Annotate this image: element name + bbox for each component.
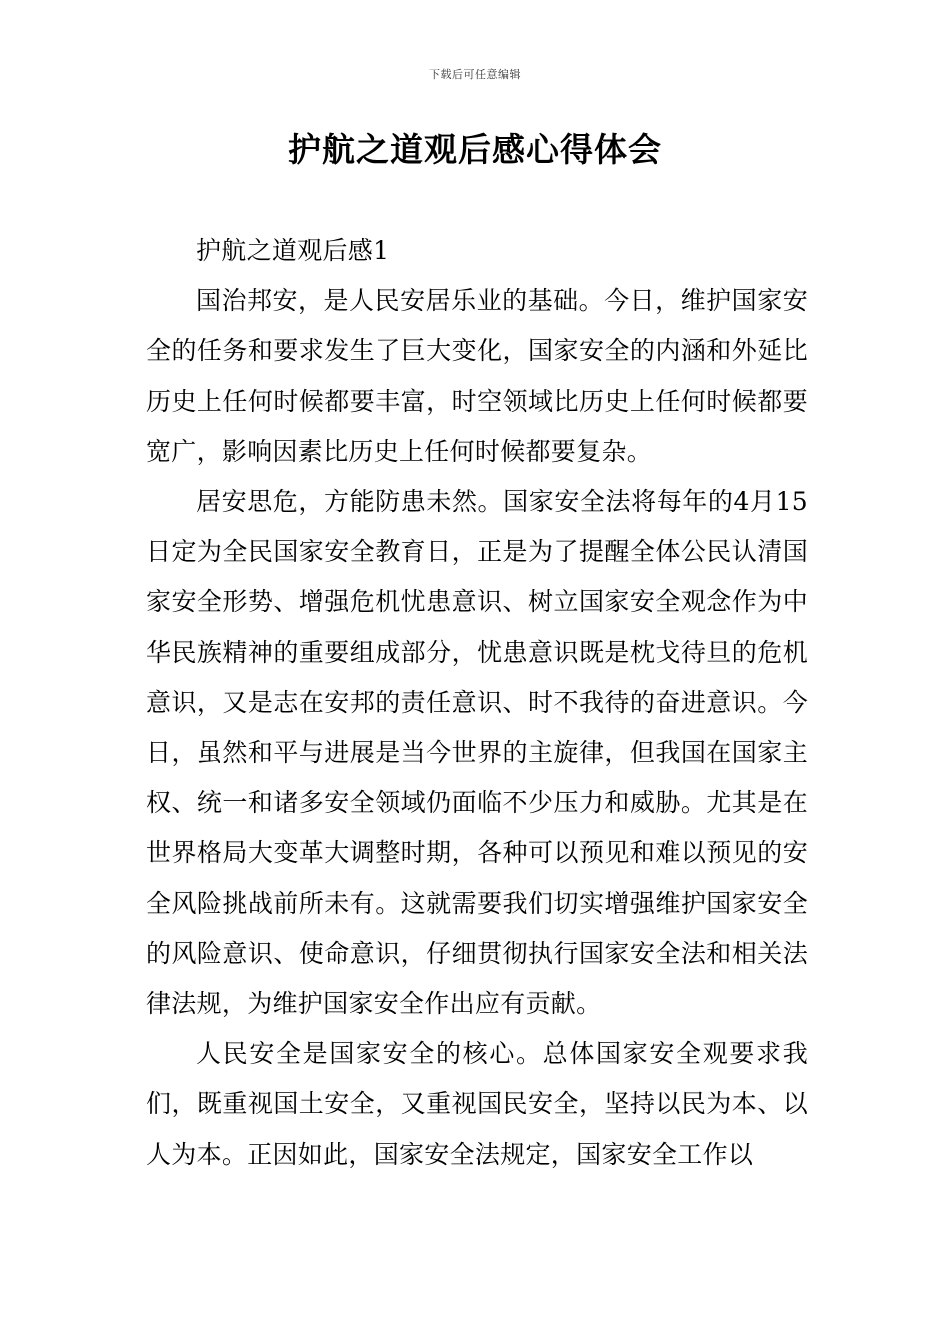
paragraph: 人民安全是国家安全的核心。总体国家安全观要求我们，既重视国土安全，又重视国民安全，坚持以民为本、以人为本。正因如此，国家安全法规定，国家安全工作以 [146,1039,808,1169]
header-note: 下载后可任意编辑 [429,68,521,81]
paragraph: 国治邦安，是人民安居乐业的基础。今日，维护国家安全的任务和要求发生了巨大变化，国家安全的内涵和外延比历史上任何时候都要丰富，时空领域比历史上任何时候都要宽广，影响因素比历史上任何时候都要复杂。 [146,286,808,466]
document-body [146,226,808,1180]
document-title: 护航之道观后感心得体会 [288,130,662,169]
paragraph: 居安思危，方能防患未然。国家安全法将每年的4月15日定为全民国家安全教育日，正是为了提醒全体公民认清国家安全形势、增强危机忧患意识、树立国家安全观念作为中华民族精神的重要组成部分，忧患意识既是枕戈待旦的危机意识，又是志在安邦的责任意识、时不我待的奋进意识。今日，虽然和平与进展是当今世界的主旋律，但我国在国家主权、统一和诸多安全领域仍面临不少压力和威胁。尤其是在世界格局大变革大调整时期，各种可以预见和难以预见的安全风险挑战前所未有。这就需要我们切实增强维护国家安全的风险意识、使命意识，仔细贯彻执行国家安全法和相关法律法规，为维护国家安全作出应有贡献。 [146,487,808,1019]
section-heading: 护航之道观后感1 [196,236,390,265]
